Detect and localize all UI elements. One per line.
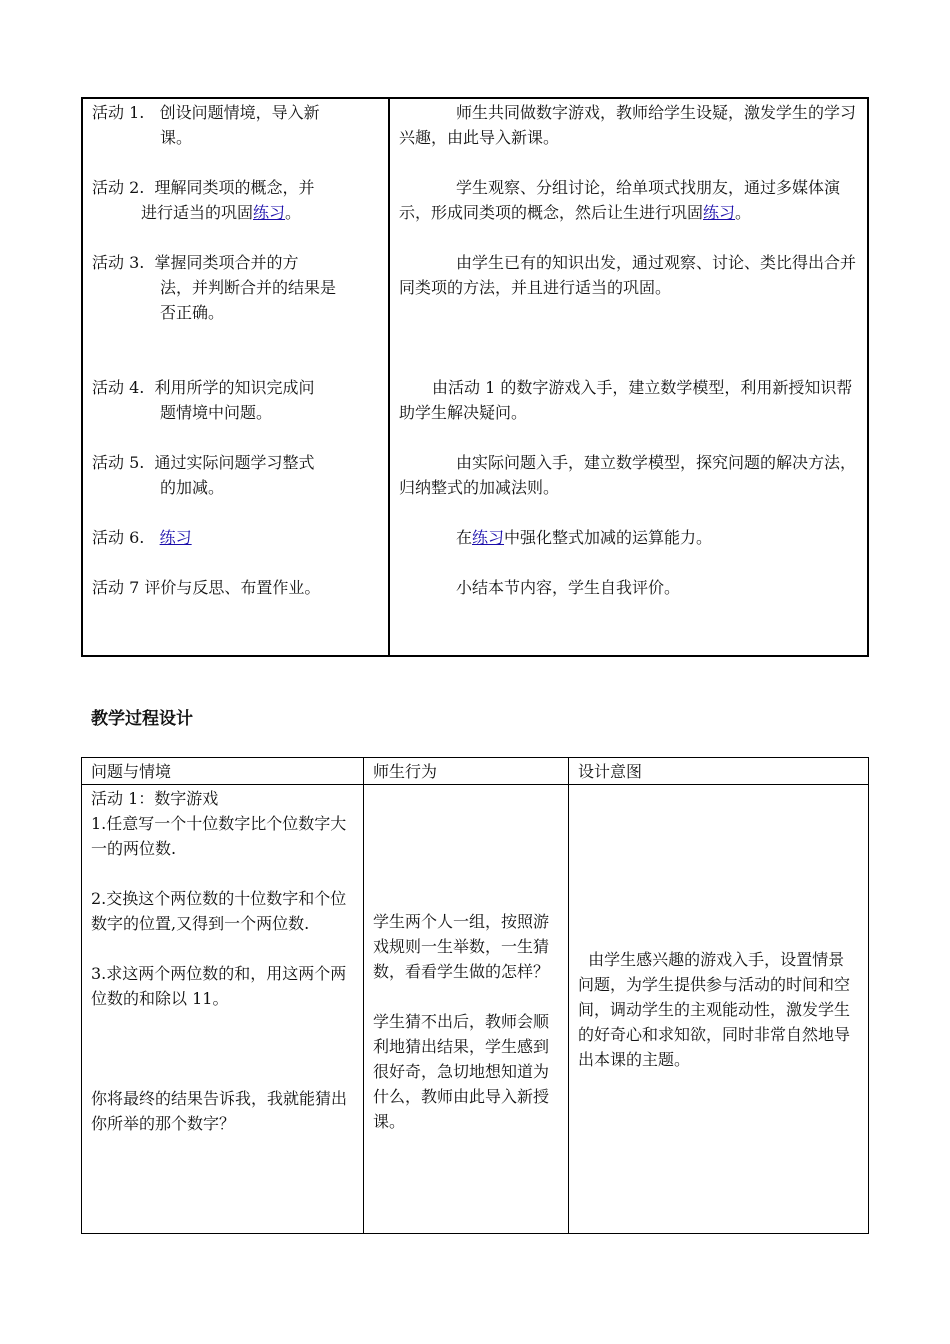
step-2: 2.交换这个两位数的十位数字和个位数字的位置,又得到一个两位数. [91,889,347,933]
behavior-cell [364,785,569,1234]
activity-item: 活动 1. 创设问题情境，导入新 课。 [92,103,320,147]
activity-item: 活动 5. 通过实际问题学习整式 的加减。 [92,453,315,497]
activity-item: 活动 6. 练习 [92,528,192,547]
activity-description-cell [389,98,868,656]
activity-item: 活动 3. 掌握同类项合并的方 法，并判断合并的结果是 否正确。 [92,253,337,322]
description-3: 由学生已有的知识出发，通过观察、讨论、类比得出合并同类项的方法，并且进行适当的巩固。 [399,253,857,297]
activity-item: 活动 7 评价与反思、布置作业。 [92,578,321,597]
header-intent: 设计意图 [569,758,869,785]
section-title: 教学过程设计 [91,709,193,729]
table-row [82,785,869,1234]
description-7: 小结本节内容，学生自我评价。 [456,578,681,597]
header-problem: 问题与情境 [82,758,364,785]
activity-list-cell [82,98,389,656]
practice-link[interactable]: 练习 [253,203,286,222]
problem-cell [82,785,364,1234]
process-design-table [81,757,869,1234]
activity-title: 活动 1：数字游戏 [91,789,219,808]
question: 你将最终的结果告诉我，我就能猜出你所举的那个数字？ [91,1089,348,1133]
description-4: 由活动 1 的数字游戏入手，建立数学模型，利用新授知识帮助学生解决疑问。 [399,378,853,422]
description-2: 学生观察、分组讨论，给单项式找朋友，通过多媒体演示，形成同类项的概念，然后让生进行巩固练习。 [399,178,841,222]
activity-item: 活动 4. 利用所学的知识完成问 题情境中问题。 [92,378,315,422]
practice-link[interactable]: 练习 [703,203,736,222]
behavior-2: 学生猜不出后，教师会顺利地猜出结果，学生感到很好奇，急切地想知道为什么，教师由此导入新授课。 [373,1012,550,1131]
intent-cell [569,785,869,1234]
header-behavior: 师生行为 [364,758,569,785]
practice-link[interactable]: 练习 [472,528,505,547]
description-1: 师生共同做数字游戏，教师给学生设疑，激发学生的学习兴趣，由此导入新课。 [399,103,857,147]
step-3: 3.求这两个两位数的和，用这两个两位数的和除以 11。 [91,964,347,1008]
description-5: 由实际问题入手，建立数学模型，探究问题的解决方法，归纳整式的加减法则。 [399,453,857,497]
activity-overview-table [81,97,869,657]
description-6: 在练习中强化整式加减的运算能力。 [456,528,713,547]
header-row [82,758,869,785]
behavior-1: 学生两个人一组，按照游戏规则一生举数，一生猜数，看看学生做的怎样？ [373,912,550,981]
intent-text: 由学生感兴趣的游戏入手，设置情景问题，为学生提供参与活动的时间和空间，调动学生的主观能动性，激发学生的好奇心和求知欲，同时非常自然地导出本课的主题。 [578,950,851,1069]
step-1: 1.任意写一个十位数字比个位数字大一的两位数. [91,814,347,858]
practice-link[interactable]: 练习 [159,528,192,547]
activity-item: 活动 2. 理解同类项的概念，并 进行适当的巩固练习。 [92,178,315,222]
